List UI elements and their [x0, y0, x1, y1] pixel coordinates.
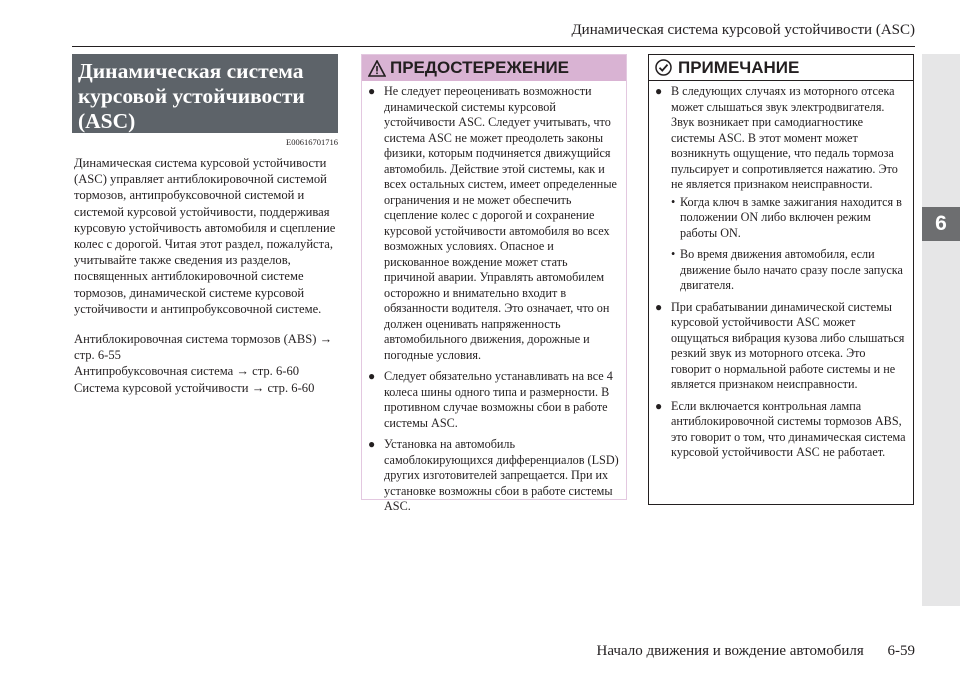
- page-number: 6-59: [887, 643, 915, 659]
- warning-item: [368, 369, 620, 431]
- note-item-text: При срабатывании динамической системы курсовой устойчивости ASC может ощущаться вибрация кузова либо слышаться резкий звук из моторного отсека. Это говорит о нормальной работе системы и не является признаком неисправности.: [671, 299, 905, 391]
- cross-reference-stability[interactable]: Система курсовой устойчивости → стр. 6-60: [74, 380, 315, 395]
- note-subitem: [671, 247, 907, 294]
- warning-item-text: Не следует переоценивать возможности динамической системы курсовой устойчивости ASC. Следует учитывать, что система ASC не может преодолеть законы физики, которым подчиняется движущийся автомобиль. Действие этой системы, как и всех остальных систем, имеет определенные ограничения и не может обеспечить сцепление колес с дорогой и сохранение курсовой устойчивости автомобиля во всех возможных условиях. Опасное и рискованное вождение может стать причиной аварии. Управлять автомобилем осторожно и внимательно входит в обязанности водителя. Это означает, что он должен оценивать напряженность автомобильного движения, дорожные и погодные условия.: [384, 84, 617, 362]
- page-footer: [577, 643, 915, 660]
- warning-triangle-icon: [368, 60, 386, 77]
- note-item: [655, 84, 907, 193]
- intro-column: [74, 155, 342, 396]
- bullet-icon: ●: [655, 398, 663, 413]
- warning-item: [368, 84, 620, 363]
- bullet-icon: ●: [368, 84, 376, 98]
- note-box: [648, 54, 914, 505]
- running-head: Динамическая система курсовой устойчивости (ASC): [571, 22, 915, 38]
- note-heading: ПРИМЕЧАНИЕ: [678, 57, 800, 77]
- bullet-icon: ●: [655, 84, 663, 98]
- footer-section-name: Начало движения и вождение автомобиля: [596, 643, 864, 659]
- warning-item-text: Установка на автомобиль самоблокирующихся дифференциалов (LSD) других изготовителей запрещается. При их установке возможны сбои в работе системы ASC.: [384, 437, 619, 513]
- warning-heading: ПРЕДОСТЕРЕЖЕНИЕ: [390, 58, 570, 77]
- note-item: [655, 300, 907, 393]
- bullet-icon: ●: [368, 369, 376, 383]
- cross-reference-tcs[interactable]: Антипробуксовочная система → стр. 6-60: [74, 364, 300, 379]
- intro-paragraph: Динамическая система курсовой устойчивости (ASC) управляет антиблокировочной системой тормозов, антипробуксовочной системой и системой курсовой устойчивости, поддерживая курсовую устойчивость автомобиля и сцепление колес с дорогой. Читая этот раздел, пожалуйста, учитывайте также сведения из разделов, посвященных антиблокировочной системе тормозов, динамической системе курсовой устойчивости и антипробуксовочной системе.: [74, 156, 336, 316]
- note-item-text: В следующих случаях из моторного отсека может слышаться звук электродвигателя. Звук возникает при самодиагностике системы ASC. В этот момент может возникнуть ощущение, что педаль тормоза пульсирует и сопротивляется нажатию. Это не является признаком неисправности.: [671, 84, 898, 191]
- note-subitem-text: Во время движения автомобиля, если движение было начато сразу после запуска двигателя.: [680, 247, 903, 292]
- bullet-icon: ●: [368, 437, 376, 451]
- warning-header: [362, 55, 626, 81]
- warning-item: [368, 437, 620, 515]
- chapter-tab-strip: [922, 54, 960, 606]
- note-header: [649, 55, 913, 81]
- cross-reference-abs[interactable]: Антиблокировочная система тормозов (ABS) → стр. 6-55: [74, 332, 333, 363]
- bullet-icon: ●: [655, 299, 663, 314]
- section-title: Динамическая система курсовой устойчивости (ASC): [72, 54, 338, 133]
- warning-box: [361, 54, 627, 513]
- note-subitem-text: Когда ключ в замке зажигания находится в положении ON либо включен режим работы ON.: [680, 194, 902, 240]
- sub-bullet-icon: •: [671, 194, 676, 209]
- warning-item-text: Следует обязательно устанавливать на все 4 колеса шины одного типа и размерности. В противном случае возможны сбои в работе системы ASC.: [384, 369, 613, 430]
- note-item: [655, 399, 907, 461]
- sub-bullet-icon: •: [671, 247, 676, 261]
- note-subitem: [671, 195, 907, 242]
- document-code: E00616701716: [286, 137, 338, 147]
- header-rule: [72, 46, 915, 47]
- chapter-tab[interactable]: 6: [922, 207, 960, 241]
- note-check-icon: [655, 59, 672, 76]
- note-item-text: Если включается контрольная лампа антиблокировочной системы тормозов ABS, это говорит о том, что динамическая система курсовой устойчивости ASC не работает.: [671, 398, 906, 459]
